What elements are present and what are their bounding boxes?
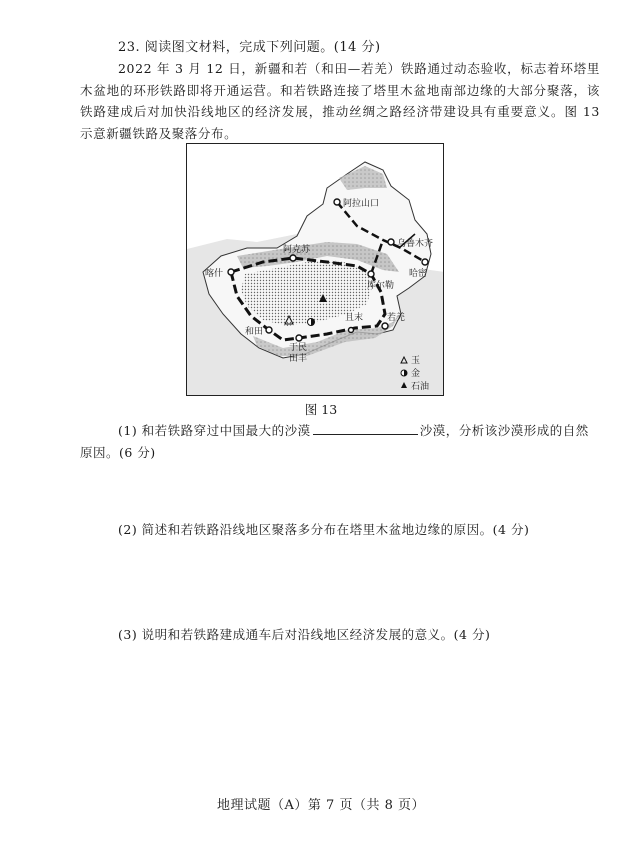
- legend-jade: 玉: [411, 356, 421, 366]
- marker-korla: [368, 271, 374, 277]
- marker-qiemo: [349, 328, 354, 333]
- label-aksu: 阿克苏: [283, 245, 311, 255]
- answer-blank[interactable]: [313, 421, 418, 435]
- label-korla: 库尔勒: [367, 281, 395, 291]
- marker-kashgar: [228, 269, 234, 275]
- label-yutian-a: 于民: [289, 343, 308, 353]
- xinjiang-railway-map: [186, 143, 444, 396]
- label-kashgar: 喀什: [205, 269, 224, 279]
- marker-yutian: [296, 335, 302, 341]
- label-qiemo: 且末: [345, 313, 364, 323]
- subquestion-1: [80, 420, 600, 463]
- gold-symbol: [308, 319, 315, 326]
- page-footer: 地理试题（A）第 7 页（共 8 页）: [217, 798, 425, 813]
- label-hotan: 和田: [245, 327, 264, 337]
- question-title: 23. 阅读图文材料，完成下列问题。(14 分): [118, 40, 381, 55]
- marker-ruoqiang: [382, 323, 388, 329]
- marker-hami: [422, 259, 428, 265]
- marker-aksu: [290, 255, 296, 261]
- subquestion-1-suffix: 沙漠，分析该沙漠形成的自然原因。(6 分): [80, 423, 589, 460]
- subquestion-1-prefix: (1) 和若铁路穿过中国最大的沙漠: [118, 423, 311, 438]
- marker-hotan: [266, 327, 272, 333]
- label-hami: 哈密: [409, 269, 428, 279]
- subquestion-2: (2) 简述和若铁路沿线地区聚落多分布在塔里木盆地边缘的原因。(4 分): [118, 522, 530, 537]
- question-intro: 2022 年 3 月 12 日，新疆和若（和田—若羌）铁路通过动态验收，标志着环塔里木盆地的环形铁路即将开通运营。和若铁路连接了塔里木盆地南部边缘的大部分聚落，该铁路建成后对加快沿线地区的经济发展，推动丝绸之路经济带建设具有重要意义。图 13 示意新疆铁路及聚落分布。: [80, 61, 600, 141]
- map-svg: [187, 144, 444, 396]
- label-ruoqiang: 若羌: [387, 313, 406, 323]
- marker-alashankou: [334, 199, 340, 205]
- figure-caption: 图 13: [304, 402, 338, 417]
- label-alashankou: 阿拉山口: [343, 199, 380, 209]
- legend-gold: 金: [411, 369, 421, 379]
- subquestion-3: (3) 说明和若铁路建成通车后对沿线地区经济发展的意义。(4 分): [118, 627, 491, 642]
- label-urumqi: 乌鲁木齐: [397, 239, 434, 249]
- label-yutian-b: 田丰: [289, 354, 308, 364]
- legend-oil: 石油: [411, 382, 430, 392]
- marker-urumqi: [388, 239, 394, 245]
